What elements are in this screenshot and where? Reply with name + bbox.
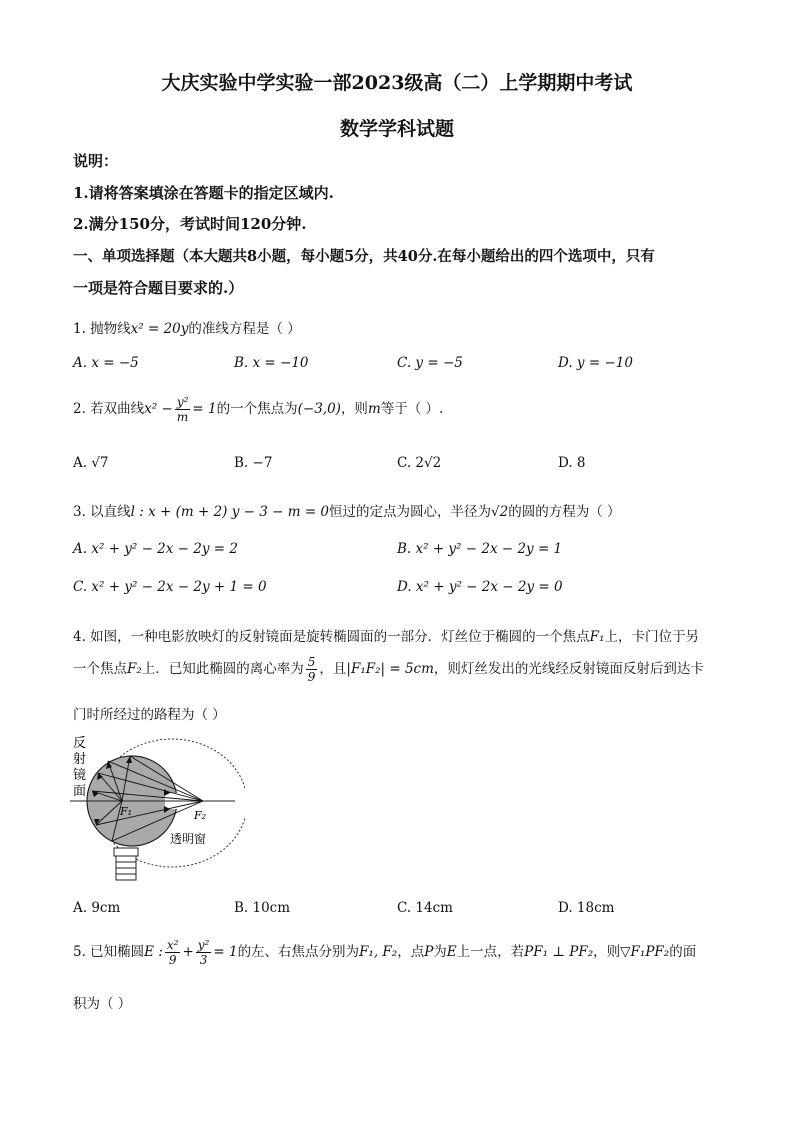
q3-option-c[interactable]: C. x² + y² − 2x − 2y + 1 = 0: [73, 579, 267, 595]
notes-label: 说明：: [73, 152, 119, 170]
q3-option-a[interactable]: A. x² + y² − 2x − 2y = 2: [73, 541, 238, 557]
q3-option-b[interactable]: B. x² + y² − 2x − 2y = 1: [397, 541, 563, 557]
f1-label: F₁: [120, 805, 133, 818]
section-heading: 一、单项选择题（本大题共8小题，每小题5分，共40分.在每小题给出的四个选项中，只有: [73, 248, 655, 265]
note-item: 2.满分150分，考试时间120分钟.: [73, 215, 307, 233]
q4-option-d[interactable]: D. 18cm: [558, 900, 615, 916]
q2-option-d[interactable]: D. 8: [558, 455, 586, 471]
q1-option-b[interactable]: B. x = −10: [234, 355, 309, 371]
q4-option-c[interactable]: C. 14cm: [397, 900, 453, 916]
mirror-label-char: 反: [73, 736, 87, 751]
q2-option-c[interactable]: C. 2√2: [397, 455, 442, 471]
mirror-label-char: 镜: [73, 768, 87, 783]
question-2-stem: 2. 若双曲线x² − $\frac{\text{y²}}{m}$ = 1的一个焦点为(−3,0)，则m等于（ ）.: [73, 395, 444, 424]
window-label: 透明窗: [170, 832, 207, 846]
f2-label: F₂: [194, 809, 207, 822]
question-4-stem-line2: 一个焦点F₂上．已知此椭圆的离心率为 $\frac{5}{9}$ ，且|F₁F₂| = 5cm，则灯丝发出的光线经反射镜面反射后到达卡: [73, 655, 704, 684]
q3-option-d[interactable]: D. x² + y² − 2x − 2y = 0: [397, 579, 563, 595]
page-subtitle: 数学学科试题: [339, 118, 454, 140]
question-5-stem-line2: 积为（ ）: [73, 996, 132, 1012]
mirror-label-char: 射: [73, 752, 87, 767]
projector-lamp-figure: [70, 733, 245, 888]
lamp-base: [114, 848, 138, 880]
page-title: 大庆实验中学实验一部2023级高（二）上学期期中考试: [161, 72, 633, 94]
q1-option-c[interactable]: C. y = −5: [397, 355, 463, 371]
mirror-label-char: 面: [73, 784, 87, 799]
section-heading-cont: 一项是符合题目要求的.）: [73, 279, 244, 297]
q1-option-d[interactable]: D. y = −10: [558, 355, 633, 371]
question-5-stem: 5. 已知椭圆E : $\frac{\text{x²}}{9}$ + $\frac{\text{y²}}{3}$ = 1的左、右焦点分别为F₁, F₂，点P为E上一点，若PF₁ ⊥ PF₂，则▽F₁PF₂的面: [73, 938, 697, 967]
question-3-stem: 3. 以直线l : x + (m + 2) y − 3 − m = 0恒过的定点为圆心，半径为√2的圆的方程为（ ）: [73, 504, 621, 520]
q4-option-a[interactable]: A. 9cm: [73, 900, 121, 916]
question-1-stem: 1. 抛物线x² = 20y的准线方程是（ ）: [73, 321, 301, 337]
note-item: 1.请将答案填涂在答题卡的指定区域内.: [73, 184, 334, 202]
q2-option-b[interactable]: B. −7: [234, 455, 273, 471]
question-4-stem-line3: 门时所经过的路程为（ ）: [73, 707, 226, 723]
q1-option-a[interactable]: A. x = −5: [73, 355, 139, 371]
ellipse-reflector-diagram: [70, 733, 245, 888]
q4-option-b[interactable]: B. 10cm: [234, 900, 291, 916]
q2-option-a[interactable]: A. √7: [73, 455, 109, 471]
question-4-stem-line1: 4. 如图，一种电影放映灯的反射镜面是旋转椭圆面的一部分．灯丝位于椭圆的一个焦点F₁上，卡门位于另: [73, 629, 699, 645]
